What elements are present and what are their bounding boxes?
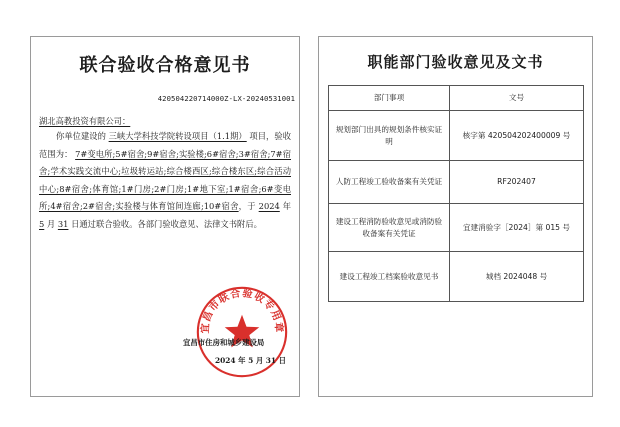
acceptance-body — [39, 128, 291, 233]
recipient: 湖北高教投资有限公司： — [39, 116, 131, 126]
body-mid2: ，于 — [238, 201, 256, 211]
page-title: 联合验收合格意见书 — [79, 55, 251, 76]
table-row — [329, 161, 584, 204]
acceptance-scope: 7#变电所;5#宿舍;9#宿舍;实验楼;6#宿舍;3#宿舍;7#宿舍;学术实践交流中心;垃圾转运站;综合楼西区;综合楼东区;综合活动中心;8#宿舍;体育馆;1#门房;2#门房;1#地下室;1#宿舍;6#变电所;4#宿舍;2#宿舍;实验楼与体育馆间连廊;10#宿舍 — [39, 148, 291, 211]
row-item: 人防工程竣工验收备案有关凭证 — [329, 161, 450, 204]
issuing-authority: 宜昌市住房和城乡建设局 — [183, 338, 265, 347]
department-documents-page — [318, 36, 593, 397]
row-number: RF202407 — [450, 161, 584, 204]
acceptance-opinion-page — [30, 36, 300, 397]
department-table — [328, 85, 584, 302]
table-row — [329, 111, 584, 161]
row-number: 核字第 420504202400009 号 — [450, 111, 584, 161]
row-item: 建设工程消防验收意见或消防验收备案有关凭证 — [329, 204, 450, 252]
page-title-right: 职能部门验收意见及文书 — [367, 53, 544, 71]
acceptance-day: 31 — [57, 218, 69, 229]
seal-text: 宜昌市联合验收专用章 — [200, 288, 284, 334]
body-suffix: 日通过联合验收。各部门验收意见、法律文书附后。 — [71, 218, 262, 229]
header-document-number: 文号 — [450, 86, 584, 111]
acceptance-year: 2024 — [258, 201, 280, 211]
body-mid1: 项目，验收范围为： — [39, 131, 291, 159]
table-header-row — [329, 86, 584, 111]
issue-date: 2024 年 5 月 31 日 — [215, 356, 287, 365]
year-unit: 年 — [282, 201, 292, 211]
document-number: 420504220714000Z-LX-20240531001 — [157, 94, 295, 103]
body-prefix: 你单位建设的 — [56, 131, 106, 141]
row-number: 宜建消验字［2024］第 015 号 — [450, 204, 584, 252]
table-row — [329, 204, 584, 252]
month-unit: 月 — [46, 218, 56, 229]
row-item: 规划部门出具的规划条件核实证明 — [329, 111, 450, 161]
header-department-item: 部门事项 — [329, 86, 450, 111]
row-item: 建设工程竣工档案验收意见书 — [329, 252, 450, 302]
table-row — [329, 252, 584, 302]
project-name: 三峡大学科技学院转设项目（1.1期） — [108, 131, 247, 141]
row-number: 城档 2024048 号 — [450, 252, 584, 302]
acceptance-month: 5 — [39, 218, 45, 229]
